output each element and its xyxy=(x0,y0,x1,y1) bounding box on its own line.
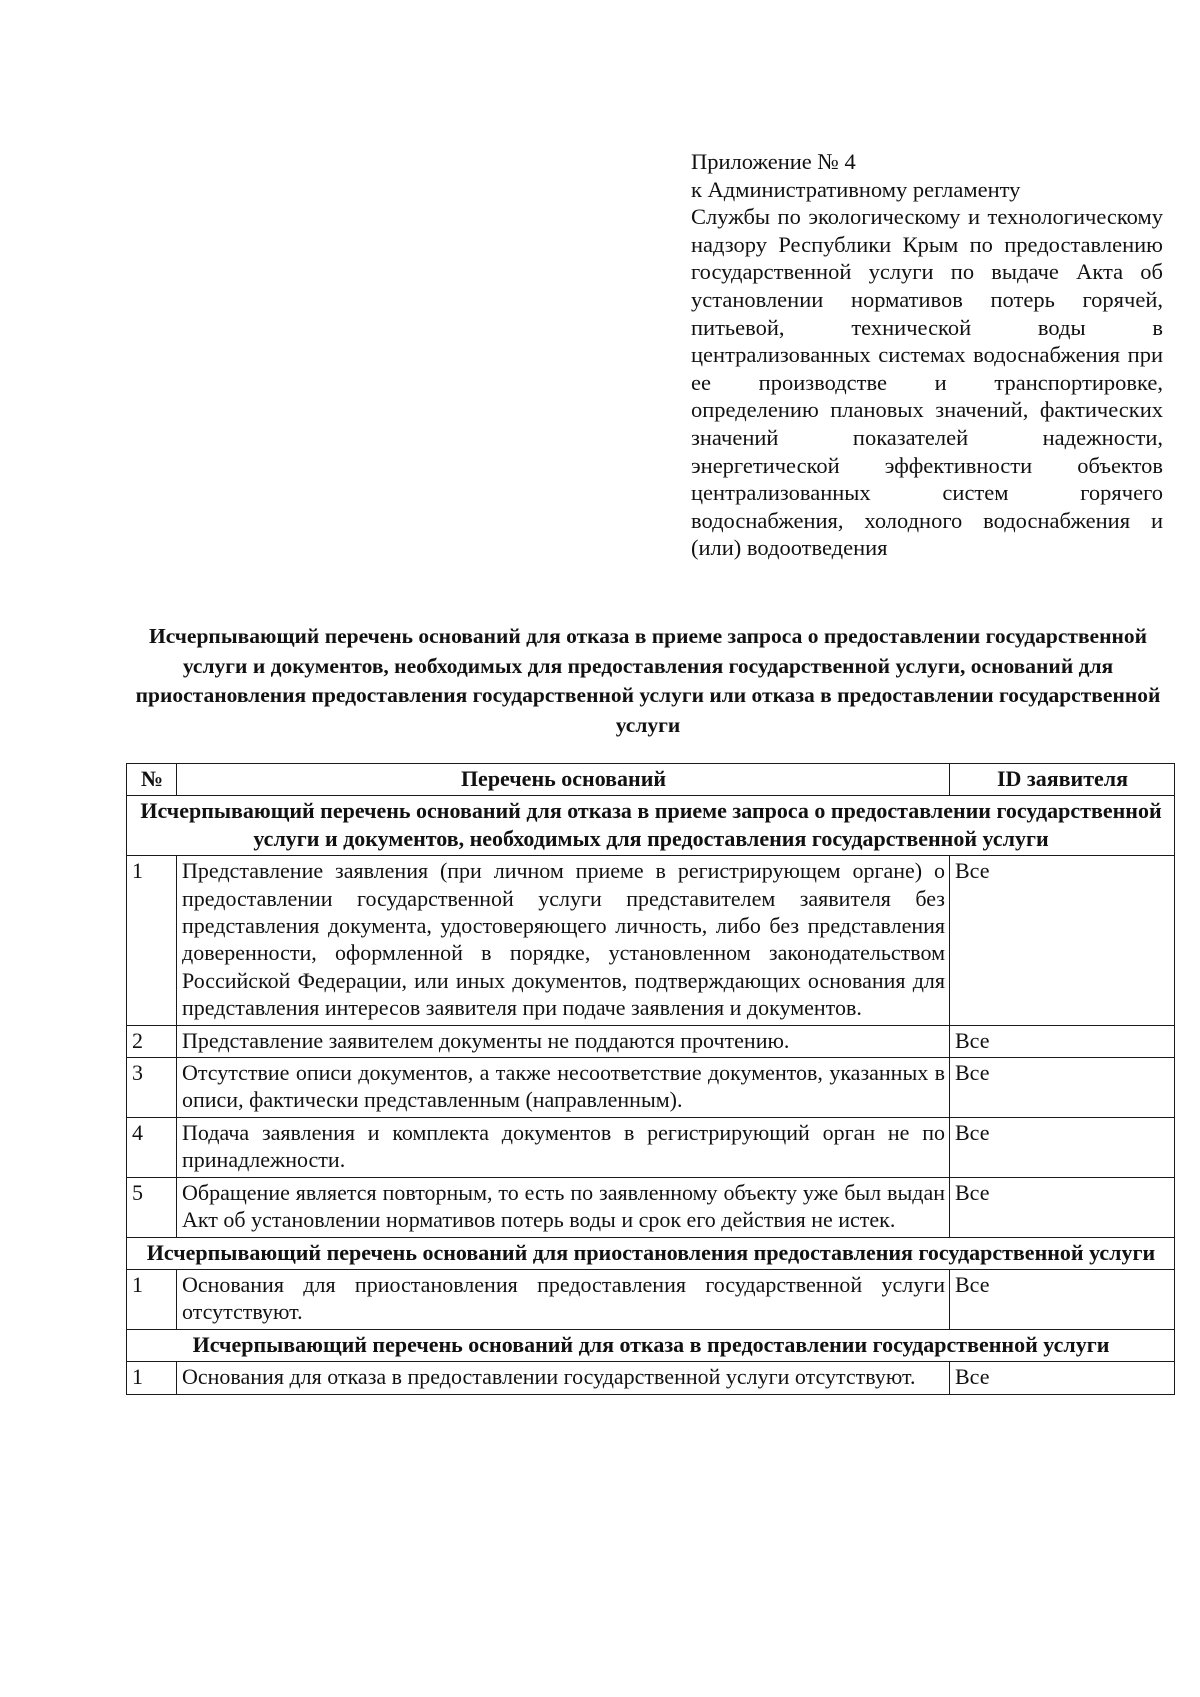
table-row xyxy=(127,1269,1175,1329)
row-number: 1 xyxy=(127,1269,177,1329)
row-applicant-id: Все xyxy=(950,1362,1175,1394)
section-title: Исчерпывающий перечень оснований для приостановления предоставления государственной услуги xyxy=(127,1237,1175,1269)
row-number: 2 xyxy=(127,1025,177,1057)
header-grounds: Перечень оснований xyxy=(177,764,950,796)
row-number: 1 xyxy=(127,856,177,1025)
section-title: Исчерпывающий перечень оснований для отказа в предоставлении государственной услуги xyxy=(127,1329,1175,1361)
table-row xyxy=(127,1058,1175,1118)
table-row xyxy=(127,1177,1175,1237)
row-number: 5 xyxy=(127,1177,177,1237)
appendix-reference: к Административному регламенту xyxy=(691,176,1021,202)
row-applicant-id: Все xyxy=(950,1058,1175,1118)
row-number: 3 xyxy=(127,1058,177,1118)
row-applicant-id: Все xyxy=(950,1117,1175,1177)
row-applicant-id: Все xyxy=(950,1269,1175,1329)
section-heading-row xyxy=(127,1329,1175,1361)
section-title: Исчерпывающий перечень оснований для отказа в приеме запроса о предоставлении государственной услуги и документов, необходимых для предоставления государственной услуги xyxy=(127,796,1175,856)
document-title: Исчерпывающий перечень оснований для отказа в приеме запроса о предоставлении государственной услуги и документов, необходимых для предоставления государственной услуги, оснований для приостановления предоставления государственной услуги или отказа в предоставлении государственной услуги xyxy=(135,624,1161,737)
appendix-number: Приложение № 4 xyxy=(691,149,856,174)
row-ground-text: Подача заявления и комплекта документов в регистрирующий орган не по принадлежности. xyxy=(177,1117,950,1177)
section-heading-row xyxy=(127,796,1175,856)
table-row xyxy=(127,1025,1175,1057)
section-heading-row xyxy=(127,1237,1175,1269)
table-header-row xyxy=(127,764,1175,796)
row-ground-text: Основания для отказа в предоставлении государственной услуги отсутствуют. xyxy=(177,1362,950,1394)
appendix-header xyxy=(691,148,1163,562)
table-row xyxy=(127,856,1175,1025)
row-ground-text: Отсутствие описи документов, а также несоответствие документов, указанных в описи, фактически представленным (направленным). xyxy=(177,1058,950,1118)
row-applicant-id: Все xyxy=(950,1177,1175,1237)
header-applicant-id: ID заявителя xyxy=(950,764,1175,796)
row-number: 4 xyxy=(127,1117,177,1177)
row-applicant-id: Все xyxy=(950,1025,1175,1057)
grounds-table xyxy=(126,763,1175,1395)
row-ground-text: Представление заявления (при личном приеме в регистрирующем органе) о предоставлении государственной услуги представителем заявителя без представления документа, удостоверяющего личность, либо без представления доверенности, оформленной в порядке, установленном законодательством Российской Федерации, или иных документов, подтверждающих основания для представления интересов заявителя при подаче заявления и документов. xyxy=(177,856,950,1025)
header-number: № xyxy=(127,764,177,796)
row-number: 1 xyxy=(127,1362,177,1394)
row-applicant-id: Все xyxy=(950,856,1175,1025)
row-ground-text: Обращение является повторным, то есть по заявленному объекту уже был выдан Акт об установлении нормативов потерь воды и срок его действия не истек. xyxy=(177,1177,950,1237)
table-row xyxy=(127,1117,1175,1177)
row-ground-text: Представление заявителем документы не поддаются прочтению. xyxy=(177,1025,950,1057)
row-ground-text: Основания для приостановления предоставления государственной услуги отсутствуют. xyxy=(177,1269,950,1329)
appendix-body: Службы по экологическому и технологическому надзору Республики Крым по предоставлению государственной услуги по выдаче Акта об установлении нормативов потерь горячей, питьевой, технической воды в централизованных системах водоснабжения при ее производстве и транспортировке, определению плановых значений, фактических значений показателей надежности, энергетической эффективности объектов централизованных систем горячего водоснабжения, холодного водоснабжения и (или) водоотведения xyxy=(691,204,1163,561)
table-row xyxy=(127,1362,1175,1394)
